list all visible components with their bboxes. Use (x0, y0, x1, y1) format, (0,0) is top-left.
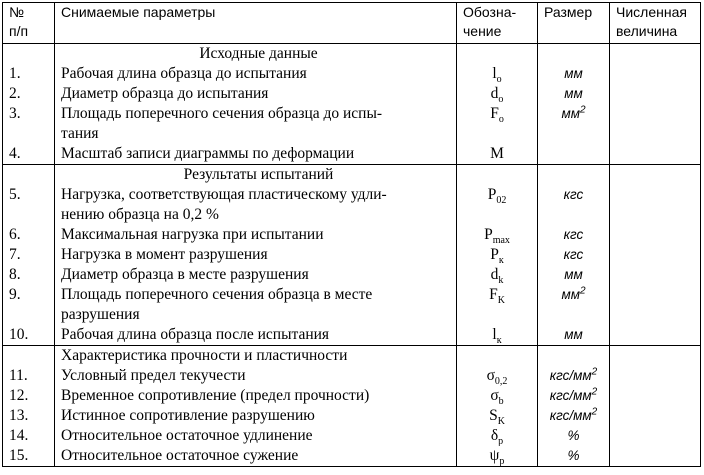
unit: $мм^2$ (538, 104, 610, 144)
table-row: 7. Нагрузка в момент разрушения $P_к$ кгс (3, 245, 701, 265)
table-row: 15. Относительное остаточное сужение $\psi_p$ % (3, 446, 701, 467)
value-cell (610, 185, 701, 225)
value-cell (610, 446, 701, 467)
table-row: 13. Истинное сопротивление разрушению $S_K$ кгс/$мм^2$ (3, 406, 701, 426)
table-row: 12. Временное сопротивление (предел прочности) $\sigma_b$ кгс/$мм^2$ (3, 386, 701, 406)
table-row: 1. Рабочая длина образца до испытания $l_o$ мм (3, 64, 701, 84)
unit: мм (538, 325, 610, 346)
parameters-table (2, 2, 701, 467)
symbol: $\psi_p$ (457, 446, 538, 467)
symbol: $\sigma_b$ (457, 386, 538, 406)
header-unit: Размер (538, 3, 610, 44)
value-cell (610, 265, 701, 285)
table-row: 6. Максимальная нагрузка при испытании $P_{max}$ кгс (3, 225, 701, 245)
symbol: $P_к$ (457, 245, 538, 265)
unit: кгс (538, 245, 610, 265)
value-cell (610, 386, 701, 406)
table-row: 4. Масштаб записи диаграммы по деформации M (3, 144, 701, 165)
value-cell (610, 245, 701, 265)
symbol: M (457, 144, 538, 165)
header-symbol: Обозна- чение (457, 3, 538, 44)
unit: кгс/$мм^2$ (538, 366, 610, 386)
symbol: $P_{02}$ (457, 185, 538, 225)
unit: кгс/$мм^2$ (538, 386, 610, 406)
unit: мм (538, 64, 610, 84)
table-row: 11. Условный предел текучести $\sigma_{0,2}$ кгс/$мм^2$ (3, 366, 701, 386)
value-cell (610, 225, 701, 245)
header-number: № п/п (3, 3, 55, 44)
unit: % (538, 446, 610, 467)
symbol: $P_{max}$ (457, 225, 538, 245)
section-row (3, 346, 701, 367)
symbol: $\sigma_{0,2}$ (457, 366, 538, 386)
table-row: 5. Нагрузка, соответствующая пластическому удли- нению образца на 0,2 % $P_{02}$ кгс (3, 185, 701, 225)
header-value: Численная величина (610, 3, 701, 44)
section-row (3, 165, 701, 186)
value-cell (610, 285, 701, 325)
value-cell (610, 406, 701, 426)
symbol: $S_K$ (457, 406, 538, 426)
section-title-results: Результаты испытаний (55, 165, 457, 186)
unit: кгс (538, 225, 610, 245)
header-parameter: Снимаемые параметры (55, 3, 457, 44)
table-header-row (3, 3, 701, 44)
table-row: 10. Рабочая длина образца после испытания $l_к$ мм (3, 325, 701, 346)
symbol: $\delta_p$ (457, 426, 538, 446)
unit (538, 144, 610, 165)
value-cell (610, 426, 701, 446)
value-cell (610, 144, 701, 165)
value-cell (610, 325, 701, 346)
unit: мм (538, 84, 610, 104)
symbol: $l_к$ (457, 325, 538, 346)
table-row: 8. Диаметр образца в месте разрушения $d_k$ мм (3, 265, 701, 285)
unit: $мм^2$ (538, 285, 610, 325)
symbol: $l_o$ (457, 64, 538, 84)
value-cell (610, 84, 701, 104)
table-row: 2. Диаметр образца до испытания $d_o$ мм (3, 84, 701, 104)
symbol: $F_K$ (457, 285, 538, 325)
symbol: $F_o$ (457, 104, 538, 144)
symbol: $d_o$ (457, 84, 538, 104)
value-cell (610, 104, 701, 144)
section-title-initial: Исходные данные (55, 44, 457, 65)
unit: кгс/$мм^2$ (538, 406, 610, 426)
unit: кгс (538, 185, 610, 225)
unit: мм (538, 265, 610, 285)
table-row: 9. Площадь поперечного сечения образца в месте разрушения $F_K$ $мм^2$ (3, 285, 701, 325)
table-row: 14. Относительное остаточное удлинение $\delta_p$ % (3, 426, 701, 446)
value-cell (610, 64, 701, 84)
section-row (3, 44, 701, 65)
symbol: $d_k$ (457, 265, 538, 285)
value-cell (610, 366, 701, 386)
unit: % (538, 426, 610, 446)
section-title-characteristics: Характеристика прочности и пластичности (55, 346, 457, 367)
table-row: 3. Площадь поперечного сечения образца до испы- тания $F_o$ $мм^2$ (3, 104, 701, 144)
